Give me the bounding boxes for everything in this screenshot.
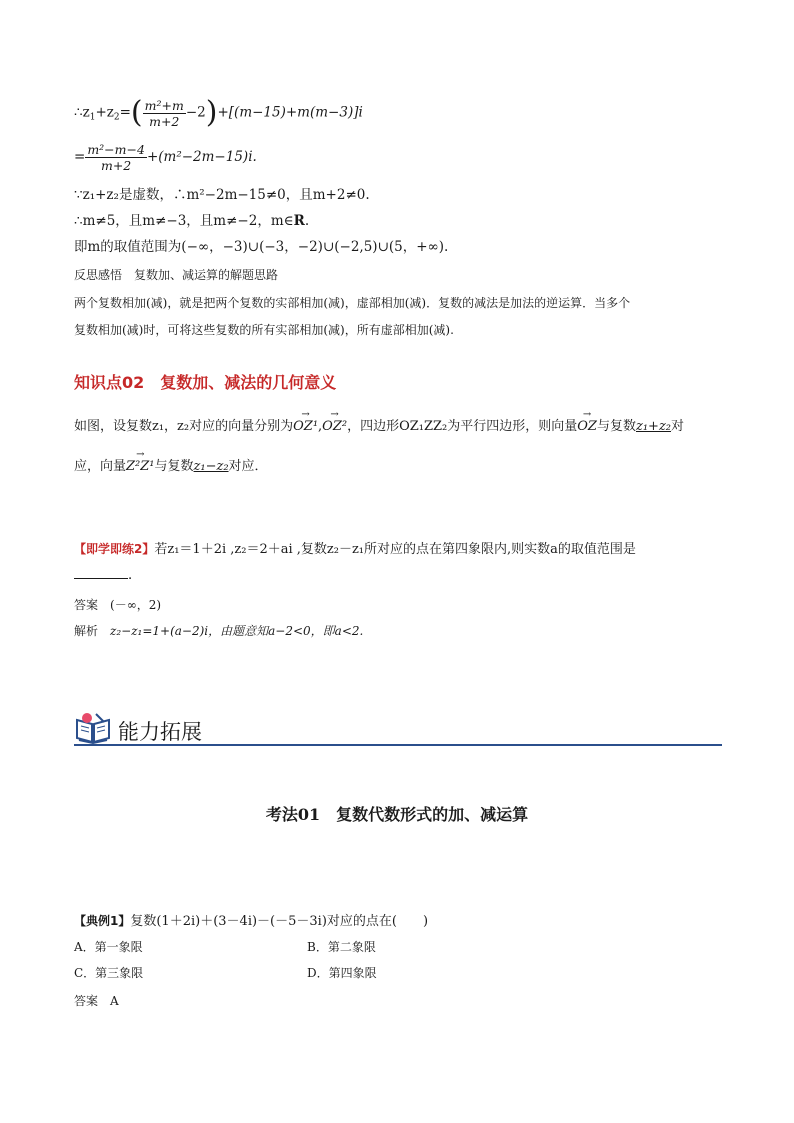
practice-label: 【即学即练2】 — [74, 542, 155, 556]
equation-line-4 — [74, 212, 309, 230]
option-d: D．第四象限 — [307, 966, 377, 980]
example-text: 复数(1＋2i)＋(3－4i)－(－5－3i)对应的点在( ) — [130, 914, 429, 929]
eq1-after-frac: −2 — [185, 104, 206, 121]
example-answer-value: A — [110, 994, 119, 1008]
example-label: 【典例1】 — [74, 914, 131, 928]
option-c: C．第三象限 — [74, 966, 144, 980]
eq2-eq: = — [74, 149, 86, 165]
example-answer — [74, 992, 119, 1010]
knowledge-heading: 知识点02 复数加、减法的几何意义 — [74, 373, 337, 392]
vector-oz1: → OZ¹ — [293, 418, 318, 436]
reflection-line-2: 复数相加(减)时，可将这些复数的所有实部相加(减)，所有虚部相加(减). — [74, 323, 454, 337]
fraction-1 — [143, 98, 186, 129]
open-book-icon — [74, 712, 112, 744]
answer-value: (－∞，2) — [110, 598, 162, 612]
diff-underlined: z₁−z₂ — [193, 459, 229, 474]
analysis-value: z₂−z₁=1+(a−2)i，由题意知a−2<0，即a<2. — [110, 624, 364, 638]
set-r: R — [293, 213, 305, 229]
eq1-eq: = — [119, 104, 131, 121]
kp-text-f: 与复数 — [154, 459, 194, 474]
option-a: A．第一象限 — [74, 940, 143, 954]
kp-comma: , — [318, 419, 323, 434]
vector-z2z1: → Z²Z¹ — [126, 458, 155, 476]
paren-close: ) — [205, 95, 218, 130]
vector-oz2: → OZ² — [322, 418, 347, 436]
practice-text: 若z₁＝1＋2i ,z₂＝2＋ai ,复数z₂－z₁所对应的点在第四象限内,则实数a的取值范围是 — [154, 542, 636, 557]
answer-label: 答案 — [74, 598, 99, 612]
section-title: 能力拓展 — [118, 720, 202, 744]
sub: 1 — [89, 112, 96, 123]
practice-question — [74, 540, 636, 559]
frac-num: m²+m — [144, 97, 184, 113]
kp-text-g: 对应． — [228, 459, 268, 474]
kp-text-d: 对 — [671, 419, 685, 434]
equation-line-1 — [74, 96, 363, 130]
practice-analysis — [74, 622, 363, 640]
eq2-rest: +(m²−2m−15)i. — [146, 149, 257, 165]
example-answer-label: 答案 — [74, 994, 99, 1008]
frac-den: m+2 — [149, 113, 180, 129]
knowledge-paragraph-2 — [74, 458, 268, 476]
practice-blank-line — [74, 566, 142, 584]
eq4-end: . — [304, 213, 310, 229]
vector-oz: → OZ — [577, 418, 597, 436]
fraction-2 — [85, 142, 147, 173]
section-divider — [74, 744, 722, 746]
kp-text-e: 应，向量 — [74, 459, 127, 474]
kp-text-c: 与复数 — [596, 419, 636, 434]
method-title: 考法01 复数代数形式的加、减运算 — [265, 805, 529, 824]
equation-line-2 — [74, 142, 257, 173]
analysis-label: 解析 — [74, 624, 99, 638]
eq1-rest: +[(m−15)+m(m−3)]i — [217, 104, 363, 121]
reflection-title: 反思感悟 复数加、减运算的解题思路 — [74, 268, 279, 282]
eq4-text: ∴m≠5，且m≠−3，且m≠−2，m∈ — [74, 213, 294, 229]
frac-num: m²−m−4 — [87, 142, 145, 157]
knowledge-paragraph-1 — [74, 418, 684, 436]
option-b: B．第二象限 — [307, 940, 376, 954]
sum-underlined: z₁+z₂ — [635, 419, 671, 434]
frac-den: m+2 — [100, 158, 132, 173]
answer-blank — [74, 566, 128, 579]
kp-text-a: 如图，设复数z₁，z₂对应的向量分别为 — [74, 419, 294, 434]
sub: 2 — [113, 112, 120, 123]
example-question — [74, 912, 428, 931]
practice-answer — [74, 596, 161, 614]
kp-text-b: ，四边形OZ₁ZZ₂为平行四边形，则向量 — [347, 419, 578, 434]
eq1-plus: +z — [95, 104, 114, 121]
equation-line-5: 即m的取值范围为(−∞，−3)∪(−3，−2)∪(−2,5)∪(5，+∞). — [74, 239, 449, 255]
equation-line-3: ∵z₁+z₂是虚数，∴m²−2m−15≠0，且m+2≠0. — [74, 187, 370, 203]
practice-end: ． — [128, 567, 142, 583]
reflection-line-1: 两个复数相加(减)，就是把两个复数的实部相加(减)，虚部相加(减)．复数的减法是加法的逆运算．当多个 — [74, 296, 631, 310]
eq1-prefix: ∴z — [74, 104, 90, 121]
paren-open: ( — [130, 95, 143, 130]
